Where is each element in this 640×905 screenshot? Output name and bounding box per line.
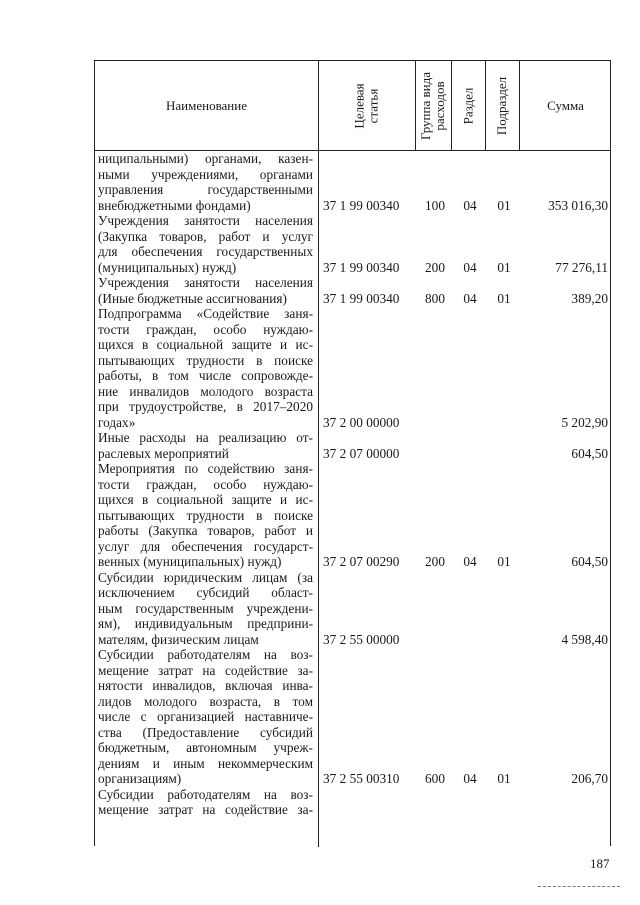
row-name-line: Подпрограмма «Содействие заня- [98, 306, 313, 321]
row-name [98, 275, 313, 306]
table-row [95, 306, 610, 430]
row-code: 37 1 99 00340 [323, 197, 400, 213]
row-code: 37 2 00 00000 [323, 414, 400, 430]
table-row [95, 570, 610, 648]
row-section: 04 [463, 259, 477, 275]
row-name-line: организациям) [98, 771, 182, 786]
row-name-line: (Закупка товаров, работ и услуг [98, 228, 313, 244]
row-section: 04 [463, 197, 477, 213]
row-code: 37 2 55 00000 [323, 631, 400, 647]
row-name-line: Учреждения занятости населения [98, 275, 313, 290]
row-sum: 4 598,40 [561, 631, 608, 647]
row-sum: 604,50 [571, 445, 608, 461]
row-code: 37 2 07 00290 [323, 554, 400, 569]
row-name-line: (Иные бюджетные ассигнования) [98, 290, 287, 306]
row-sum: 77 276,11 [555, 259, 608, 275]
row-name-line: Субсидии работодателям на воз- [98, 647, 313, 662]
row-group: 200 [425, 554, 445, 569]
row-name-line: ние инвалидов молодого возраста [98, 383, 313, 399]
row-name-line: венных (муниципальных) нужд) [98, 554, 282, 569]
row-code: 37 1 99 00340 [323, 259, 400, 275]
row-code: 37 1 99 00340 [323, 290, 400, 306]
row-section: 04 [463, 771, 477, 786]
row-subsection: 01 [497, 554, 511, 569]
header-subsection: Подраздел [494, 76, 510, 135]
header-section: Раздел [460, 87, 475, 124]
row-name-line: мателям, физическим лицам [98, 631, 259, 647]
row-name-line: ниципальными) органами, казен- [98, 151, 313, 166]
table-row [95, 787, 610, 818]
row-name-line: тости граждан, особо нуждаю- [98, 476, 313, 492]
row-name-line: управления государственными [98, 182, 313, 197]
row-name-line: (муниципальных) нужд) [98, 259, 237, 275]
row-name-line: для обеспечения государственных [98, 244, 313, 259]
header-name: Наименование [166, 97, 247, 113]
row-sum: 604,50 [571, 554, 608, 569]
row-name-line: нятости инвалидов, включая инва- [98, 678, 313, 693]
row-name-line: бюджетным, автономным учреж- [98, 740, 313, 755]
row-name [98, 430, 313, 461]
row-name-line: ным государственным учреждени- [98, 600, 313, 616]
row-subsection: 01 [497, 290, 511, 306]
row-sum: 353 016,30 [548, 197, 608, 213]
row-name-line: Субсидии работодателям на воз- [98, 786, 313, 802]
row-name-line: мещение затрат на содействие за- [98, 662, 313, 678]
table-row [95, 647, 610, 787]
row-name [98, 151, 313, 213]
footer-rule [538, 886, 620, 887]
row-sum: 206,70 [571, 771, 608, 786]
row-group: 800 [425, 290, 445, 306]
row-name-line: раслевых мероприятий [98, 445, 229, 461]
row-name-line: щихся в социальной защите и ис- [98, 337, 313, 352]
row-name-line: исключением субсидий област- [98, 585, 313, 600]
row-name-line: Иные расходы на реализацию от- [98, 430, 313, 445]
row-section: 04 [463, 554, 477, 569]
row-name-line: Субсидии юридическим лицам (за [98, 569, 313, 585]
table-row [95, 461, 610, 570]
header-sum: Сумма [547, 97, 584, 113]
row-name [98, 647, 313, 787]
row-name-line: дениям и иным некоммерческим [98, 755, 313, 771]
row-name-line: щихся в социальной защите и ис- [98, 492, 313, 507]
header-code: Целевая статья [351, 82, 381, 129]
row-name-line: тости граждан, особо нуждаю- [98, 321, 313, 337]
row-group: 100 [425, 197, 445, 213]
table-row [95, 275, 610, 306]
budget-table [94, 60, 611, 846]
row-name-line: работы (Закупка товаров, работ и [98, 523, 313, 538]
table-row [95, 151, 610, 213]
row-name [98, 461, 313, 570]
row-group: 200 [425, 259, 445, 275]
row-name-line: внебюджетными фондами) [98, 197, 251, 213]
row-name-line: ными учреждениями, органами [98, 166, 313, 182]
row-subsection: 01 [497, 259, 511, 275]
row-subsection: 01 [497, 771, 511, 786]
row-name-line: мещение затрат на содействие за- [98, 802, 313, 817]
table-row [95, 213, 610, 275]
row-name [98, 306, 313, 430]
header-group: Группа вида расходов [418, 71, 448, 140]
row-name-line: пытывающих трудности в поиске [98, 352, 313, 368]
row-name-line: лидов молодого возраста, в том [98, 693, 313, 709]
row-name-line: ства (Предоставление субсидий [98, 724, 313, 740]
row-name-line: работы, в том числе сопровожде- [98, 368, 313, 383]
row-name-line: Учреждения занятости населения [98, 213, 313, 228]
row-name [98, 787, 313, 818]
row-name-line: Мероприятия по содействию заня- [98, 461, 313, 476]
row-name-line: годах» [98, 414, 136, 430]
row-name-line: при трудоустройстве, в 2017–2020 [98, 399, 313, 414]
row-name-line: пытывающих трудности в поиске [98, 507, 313, 523]
row-name [98, 570, 313, 648]
row-group: 600 [425, 771, 445, 786]
table-row [95, 430, 610, 461]
row-section: 04 [463, 290, 477, 306]
row-name-line: числе с организацией наставниче- [98, 709, 313, 724]
row-code: 37 2 55 00310 [323, 771, 400, 786]
row-name-line: ям), индивидуальным предприни- [98, 616, 313, 631]
page-number: 187 [590, 856, 610, 871]
row-sum: 5 202,90 [561, 414, 608, 430]
row-sum: 389,20 [571, 290, 608, 306]
row-name-line: услуг для обеспечения государст- [98, 538, 313, 554]
row-name [98, 213, 313, 275]
row-subsection: 01 [497, 197, 511, 213]
row-code: 37 2 07 00000 [323, 445, 400, 461]
